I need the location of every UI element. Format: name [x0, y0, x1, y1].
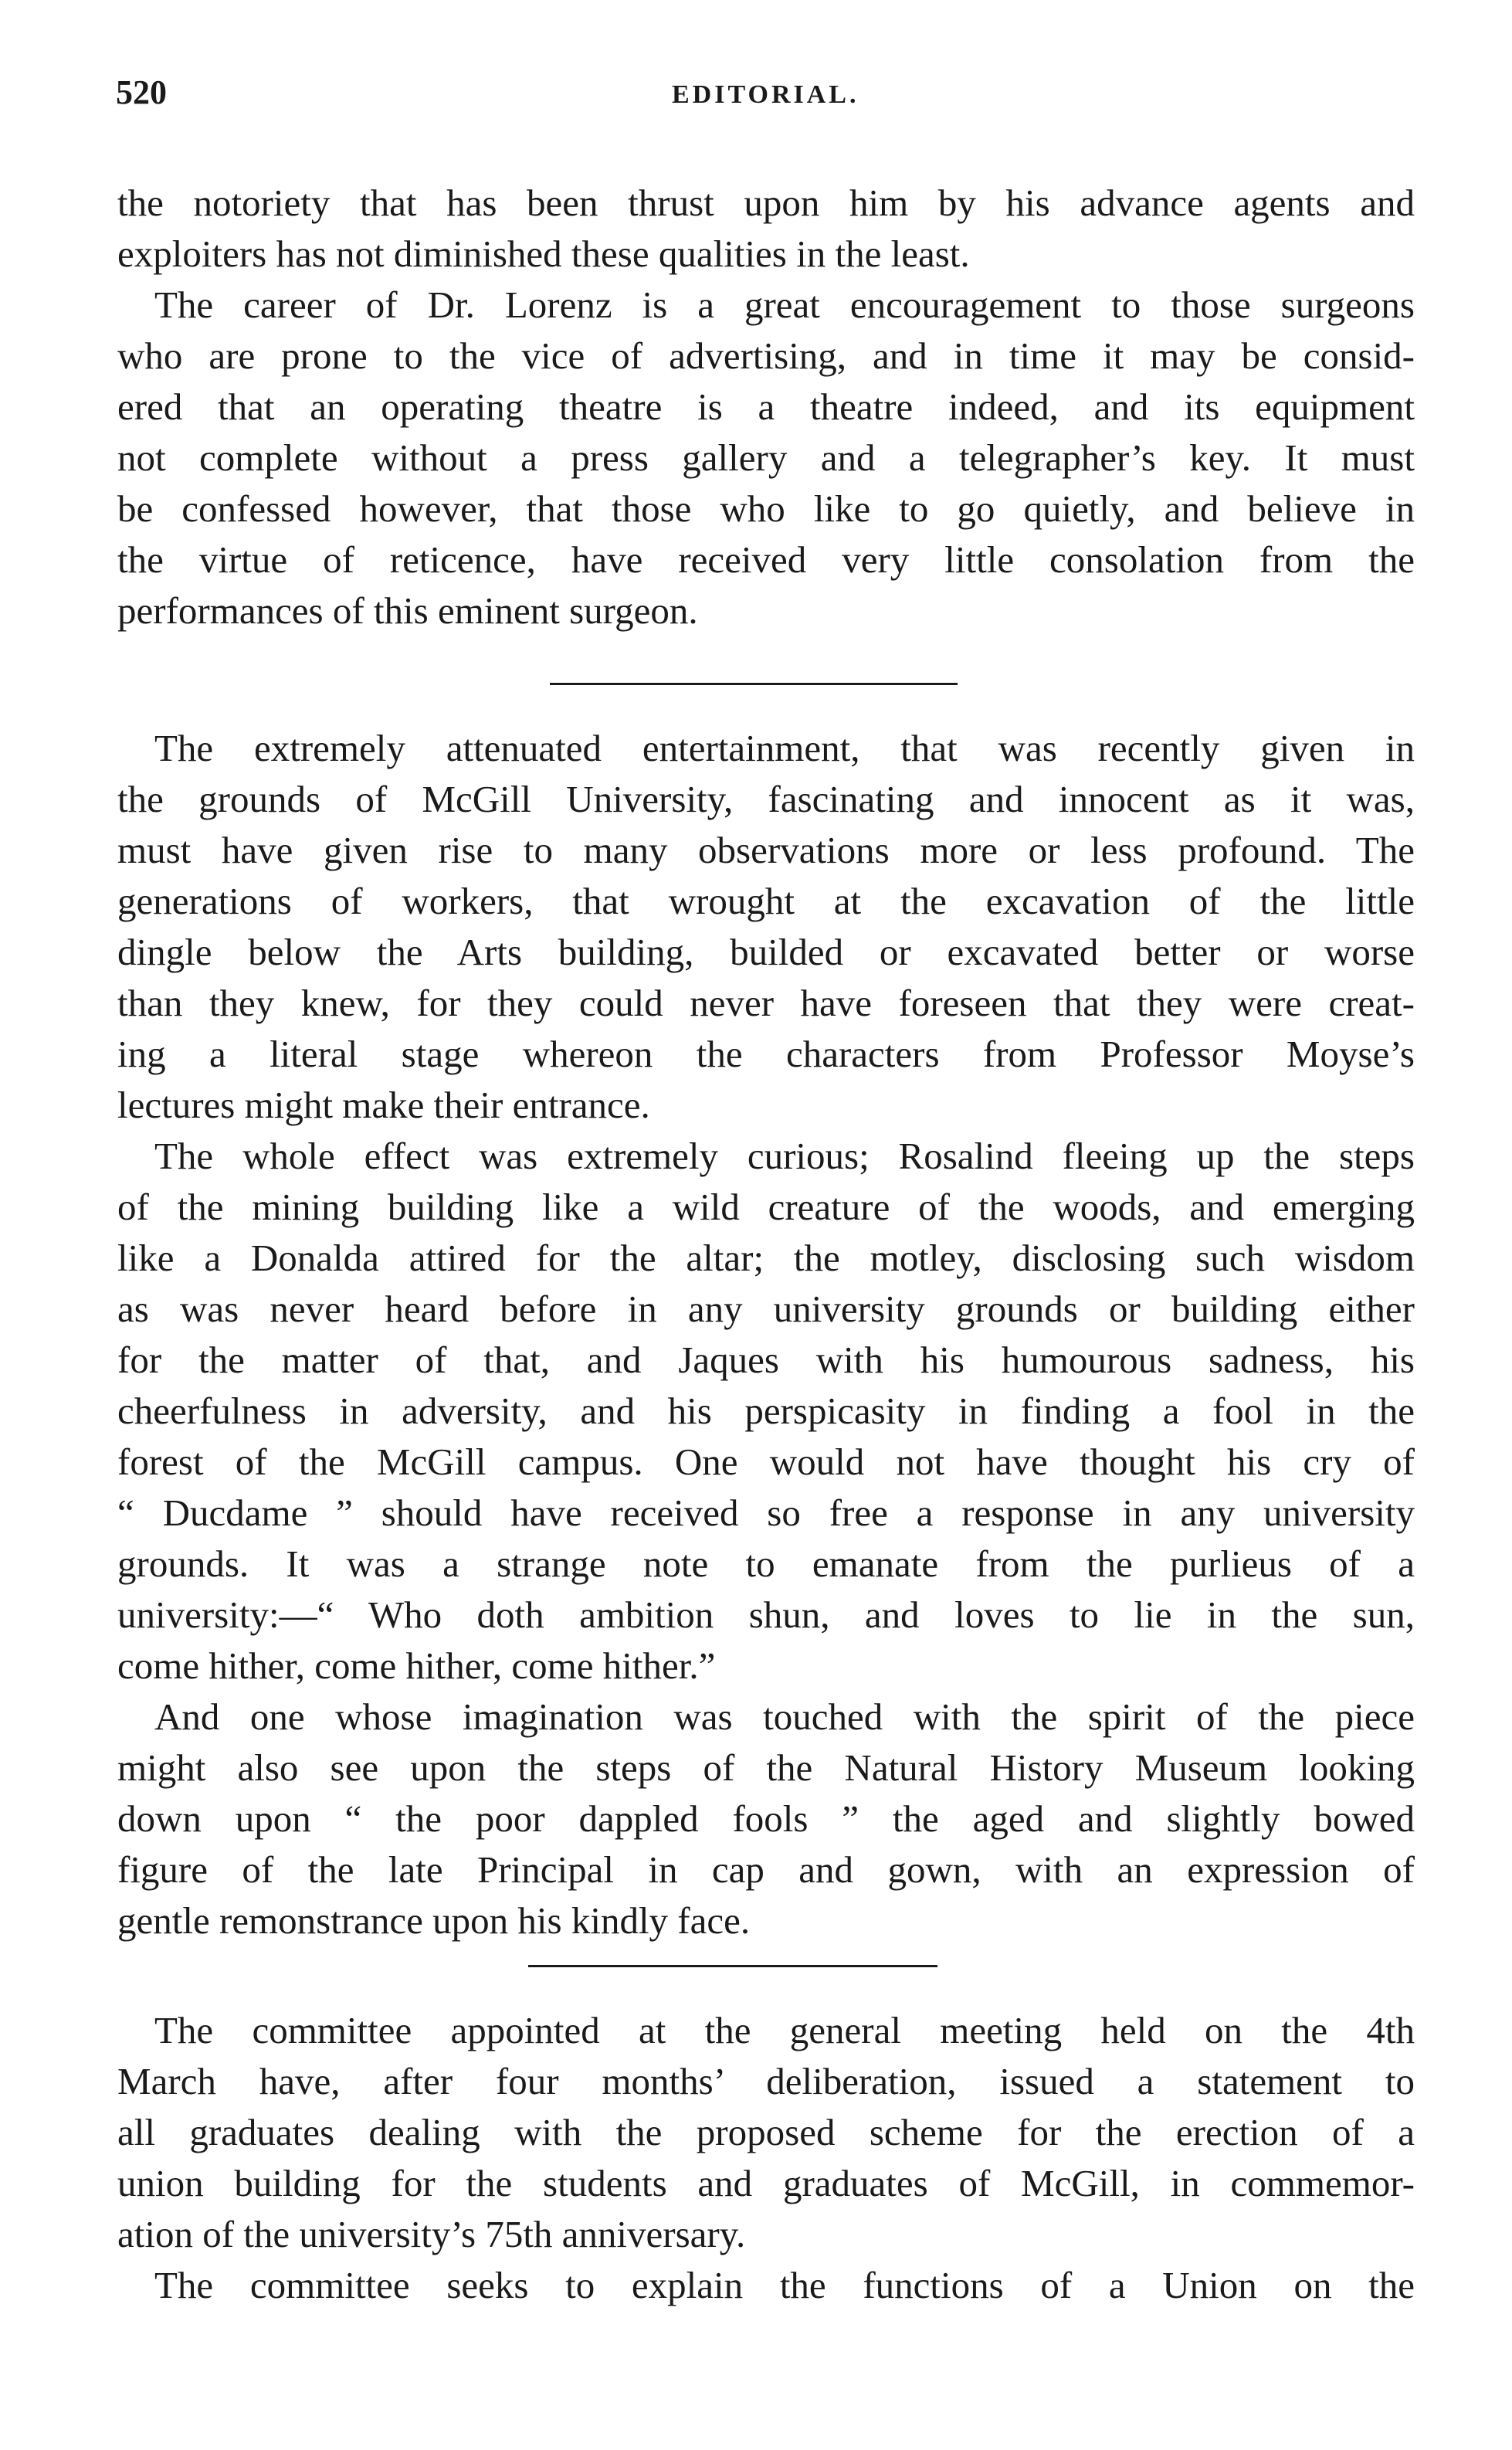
text-line: as was never heard before in any university grounds or building either — [117, 1288, 1415, 1330]
text-line: all graduates dealing with the proposed scheme for the erection of a — [117, 2111, 1415, 2153]
text-line: who are prone to the vice of advertising, and in time it may be consid- — [117, 334, 1415, 377]
paragraph-lorenz — [117, 178, 1415, 636]
text-line: The committee appointed at the general meeting held on the 4th — [154, 2009, 1415, 2051]
section-divider — [550, 683, 958, 685]
text-line: March have, after four months’ deliberation, issued a statement to — [117, 2060, 1415, 2102]
text-line: cheerfulness in adversity, and his perspicasity in finding a fool in the — [117, 1390, 1415, 1432]
text-line: gentle remonstrance upon his kindly face. — [117, 1899, 751, 1942]
text-line: for the matter of that, and Jaques with his humourous sadness, his — [117, 1339, 1415, 1381]
text-line: The whole effect was extremely curious; Rosalind fleeing up the steps — [154, 1135, 1415, 1177]
text-line: come hither, come hither, come hither.” — [117, 1644, 716, 1687]
text-line: dingle below the Arts building, builded or excavated better or worse — [117, 931, 1415, 973]
text-line: The career of Dr. Lorenz is a great encouragement to those surgeons — [154, 283, 1415, 326]
text-line: ing a literal stage whereon the characters from Professor Moyse’s — [117, 1033, 1415, 1075]
text-line: The extremely attenuated entertainment, that was recently given in — [154, 727, 1415, 769]
text-line: the notoriety that has been thrust upon him by his advance agents and — [117, 182, 1415, 224]
text-line: forest of the McGill campus. One would not have thought his cry of — [117, 1440, 1415, 1483]
text-line: And one whose imagination was touched with the spirit of the piece — [154, 1695, 1415, 1738]
text-line: like a Donalda attired for the altar; the motley, disclosing such wisdom — [117, 1237, 1415, 1279]
text-line: generations of workers, that wrought at the excavation of the little — [117, 880, 1415, 922]
paragraph-committee — [117, 2005, 1415, 2311]
text-line: the grounds of McGill University, fascinating and innocent as it was, — [117, 778, 1415, 820]
text-line: be confessed however, that those who like to go quietly, and believe in — [117, 487, 1415, 530]
text-line: university:—“ Who doth ambition shun, and loves to lie in the sun, — [117, 1593, 1415, 1636]
text-line: than they knew, for they could never have foreseen that they were creat- — [117, 982, 1415, 1024]
page-number: 520 — [116, 73, 167, 111]
text-line: might also see upon the steps of the Natural History Museum looking — [117, 1746, 1415, 1789]
text-line: grounds. It was a strange note to emanate from the purlieus of a — [117, 1542, 1415, 1585]
text-line: ation of the university’s 75th anniversary. — [117, 2213, 746, 2255]
text-line: the virtue of reticence, have received very little consolation from the — [117, 538, 1415, 581]
text-line: exploiters has not diminished these qualities in the least. — [117, 232, 970, 275]
text-line: lectures might make their entrance. — [117, 1084, 650, 1126]
section-divider — [528, 1965, 937, 1967]
text-line: down upon “ the poor dappled fools ” the aged and slightly bowed — [117, 1797, 1415, 1840]
text-line: performances of this eminent surgeon. — [117, 589, 698, 632]
section-title: EDITORIAL. — [672, 80, 859, 109]
text-line: “ Ducdame ” should have received so free a response in any university — [117, 1491, 1415, 1534]
text-line: ered that an operating theatre is a theatre indeed, and its equipment — [117, 385, 1415, 428]
text-line: union building for the students and graduates of McGill, in commemor- — [117, 2162, 1415, 2204]
running-head — [116, 73, 1413, 119]
paragraph-entertainment — [117, 723, 1415, 1946]
text-line: figure of the late Principal in cap and gown, with an expression of — [117, 1848, 1415, 1891]
text-line: The committee seeks to explain the functions of a Union on the — [154, 2264, 1415, 2306]
text-line: of the mining building like a wild creature of the woods, and emerging — [117, 1186, 1415, 1228]
text-line: not complete without a press gallery and a telegrapher’s key. It must — [117, 436, 1415, 479]
text-line: must have given rise to many observations more or less profound. The — [117, 829, 1415, 871]
